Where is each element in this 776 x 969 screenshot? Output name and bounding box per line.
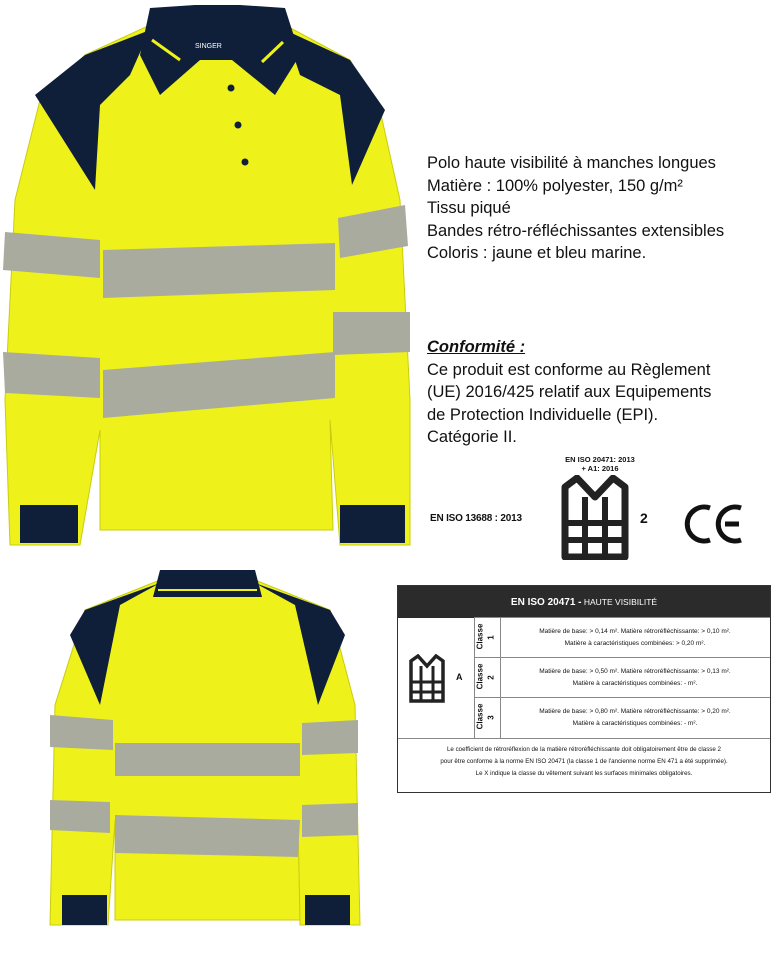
row-line: Matière de base: > 0,50 m². Matière rétroréfléchissante: > 0,13 m².	[539, 668, 731, 675]
conformity-section	[427, 336, 711, 449]
conformity-line: (UE) 2016/425 relatif aux Equipements	[427, 383, 712, 401]
ce-mark-icon	[683, 502, 747, 546]
footer-line: Le coefficient de rétroréflexion de la matière rétroréfléchissante doit obligatoirement être de classe 2	[446, 746, 721, 753]
row-line: Matière à caractéristiques combinées: > 0,20 m².	[564, 640, 706, 647]
collar-brand-label: SINGER	[195, 43, 222, 50]
conformity-line: de Protection Individuelle (EPI).	[427, 405, 659, 424]
class-label: Classe	[475, 623, 485, 650]
polo-front-image	[0, 0, 420, 560]
product-description	[427, 152, 724, 265]
table-row	[474, 617, 770, 658]
class-num: 3	[486, 715, 496, 720]
class-label: Classe	[475, 703, 485, 730]
en-20471-table	[397, 585, 771, 793]
en-20471-line1: EN ISO 20471: 2013	[565, 455, 635, 464]
table-row	[474, 697, 770, 738]
vest-letter: A	[456, 672, 463, 682]
table-subtitle: HAUTE VISIBILITÉ	[581, 597, 658, 607]
description-line: Matière : 100% polyester, 150 g/m²	[427, 176, 683, 195]
polo-back-image	[40, 565, 370, 965]
row-line: Matière à caractéristiques combinées: - m².	[572, 680, 698, 687]
table-row	[474, 657, 770, 698]
vest-icon	[406, 654, 448, 704]
en-13688-label: EN ISO 13688 : 2013	[430, 513, 522, 524]
hi-vis-vest-icon	[555, 475, 635, 560]
table-title: EN ISO 20471 -	[510, 597, 582, 608]
description-line: Bandes rétro-réfléchissantes extensibles	[427, 221, 725, 240]
class-label: Classe	[475, 663, 485, 690]
conformity-line: Catégorie II.	[427, 428, 517, 446]
footer-line: pour être conforme à la norme EN ISO 20471 (la classe 1 de l'ancienne norme EN 471 a été supprimée).	[440, 758, 728, 765]
description-line: Tissu piqué	[427, 199, 511, 217]
table-header	[398, 586, 770, 618]
table-footer	[398, 738, 770, 780]
row-line: Matière de base: > 0,80 m². Matière rétroréfléchissante: > 0,20 m².	[539, 708, 731, 715]
row-line: Matière à caractéristiques combinées: - m².	[572, 720, 698, 727]
description-line: Polo haute visibilité à manches longues	[427, 154, 716, 172]
row-line: Matière de base: > 0,14 m². Matière rétroréfléchissante: > 0,10 m².	[539, 628, 731, 635]
description-line: Coloris : jaune et bleu marine.	[427, 244, 647, 262]
class-num: 1	[486, 635, 496, 640]
table-left-cell	[398, 618, 475, 738]
footer-line: Le X indique la classe du vêtement suivant les surfaces minimales obligatoires.	[475, 770, 693, 777]
class-num: 2	[486, 675, 496, 680]
conformity-heading: Conformité :	[427, 338, 526, 356]
class-number: 2	[640, 510, 648, 526]
en-20471-label	[555, 455, 645, 473]
en-20471-line2: + A1: 2016	[581, 464, 619, 473]
conformity-line: Ce produit est conforme au Règlement	[427, 360, 711, 379]
